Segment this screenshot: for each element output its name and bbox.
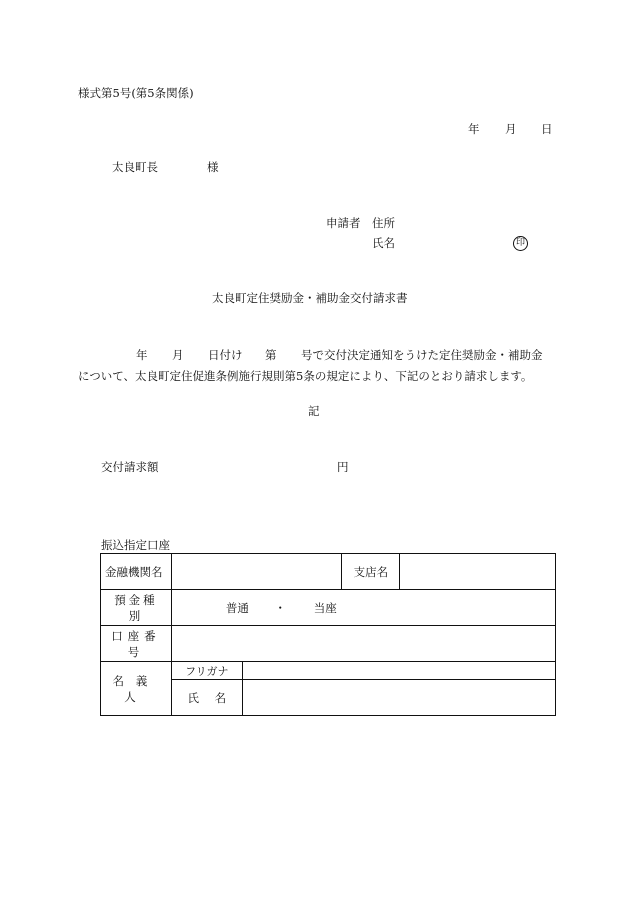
holder-name-field[interactable] (242, 680, 555, 716)
date-year-label: 年 (468, 122, 480, 136)
body-line2-text: について、太良町定住促進条例施行規則第5条の規定により、下記のとおり請求します。 (78, 369, 533, 383)
account-number-field[interactable] (171, 626, 555, 662)
holder-label: 名義人 (101, 662, 172, 716)
seal-stamp-icon: 印 (513, 236, 528, 251)
amount-label: 交付請求額 (101, 460, 159, 474)
bank-name-field[interactable] (171, 554, 342, 590)
applicant-name-label: 氏名 (372, 236, 395, 250)
bank-row (101, 554, 556, 590)
deposit-current-option[interactable]: 当座 (313, 600, 337, 615)
deposit-type-field[interactable] (171, 590, 555, 626)
deposit-type-row (101, 590, 556, 626)
body-year: 年 (136, 348, 148, 362)
deposit-separator: ・ (274, 600, 287, 615)
addressee-honorific: 様 (207, 160, 219, 174)
bank-account-table (100, 553, 556, 716)
body-month: 月 (172, 348, 184, 362)
body-no-prefix: 第 (265, 348, 277, 362)
date-month-label: 月 (505, 122, 517, 136)
deposit-type-label: 預金種別 (101, 590, 172, 626)
applicant-address-label: 住所 (372, 216, 395, 230)
account-number-label: 口座番号 (101, 626, 172, 662)
body-line1-text: 号で交付決定通知をうけた定住奨励金・補助金 (301, 348, 543, 362)
amount-unit: 円 (337, 460, 349, 474)
branch-label: 支店名 (342, 554, 400, 590)
form-number: 様式第5号(第5条関係) (78, 86, 194, 100)
account-section-label: 振込指定口座 (101, 538, 170, 552)
furigana-row (101, 662, 556, 680)
document-title: 太良町定住奨励金・補助金交付請求書 (212, 291, 408, 305)
body-dated: 日付け (208, 348, 243, 362)
bank-label: 金融機関名 (101, 554, 172, 590)
holder-name-label: 氏 名 (171, 680, 242, 716)
account-number-row (101, 626, 556, 662)
furigana-label: フリガナ (171, 662, 242, 680)
branch-name-field[interactable] (400, 554, 556, 590)
furigana-field[interactable] (242, 662, 555, 680)
deposit-ordinary-option[interactable]: 普通 (225, 600, 249, 615)
applicant-label: 申請者 (326, 216, 361, 230)
date-day-label: 日 (541, 122, 553, 136)
addressee-name: 太良町長 (112, 160, 158, 174)
ki-marker: 記 (308, 404, 320, 418)
